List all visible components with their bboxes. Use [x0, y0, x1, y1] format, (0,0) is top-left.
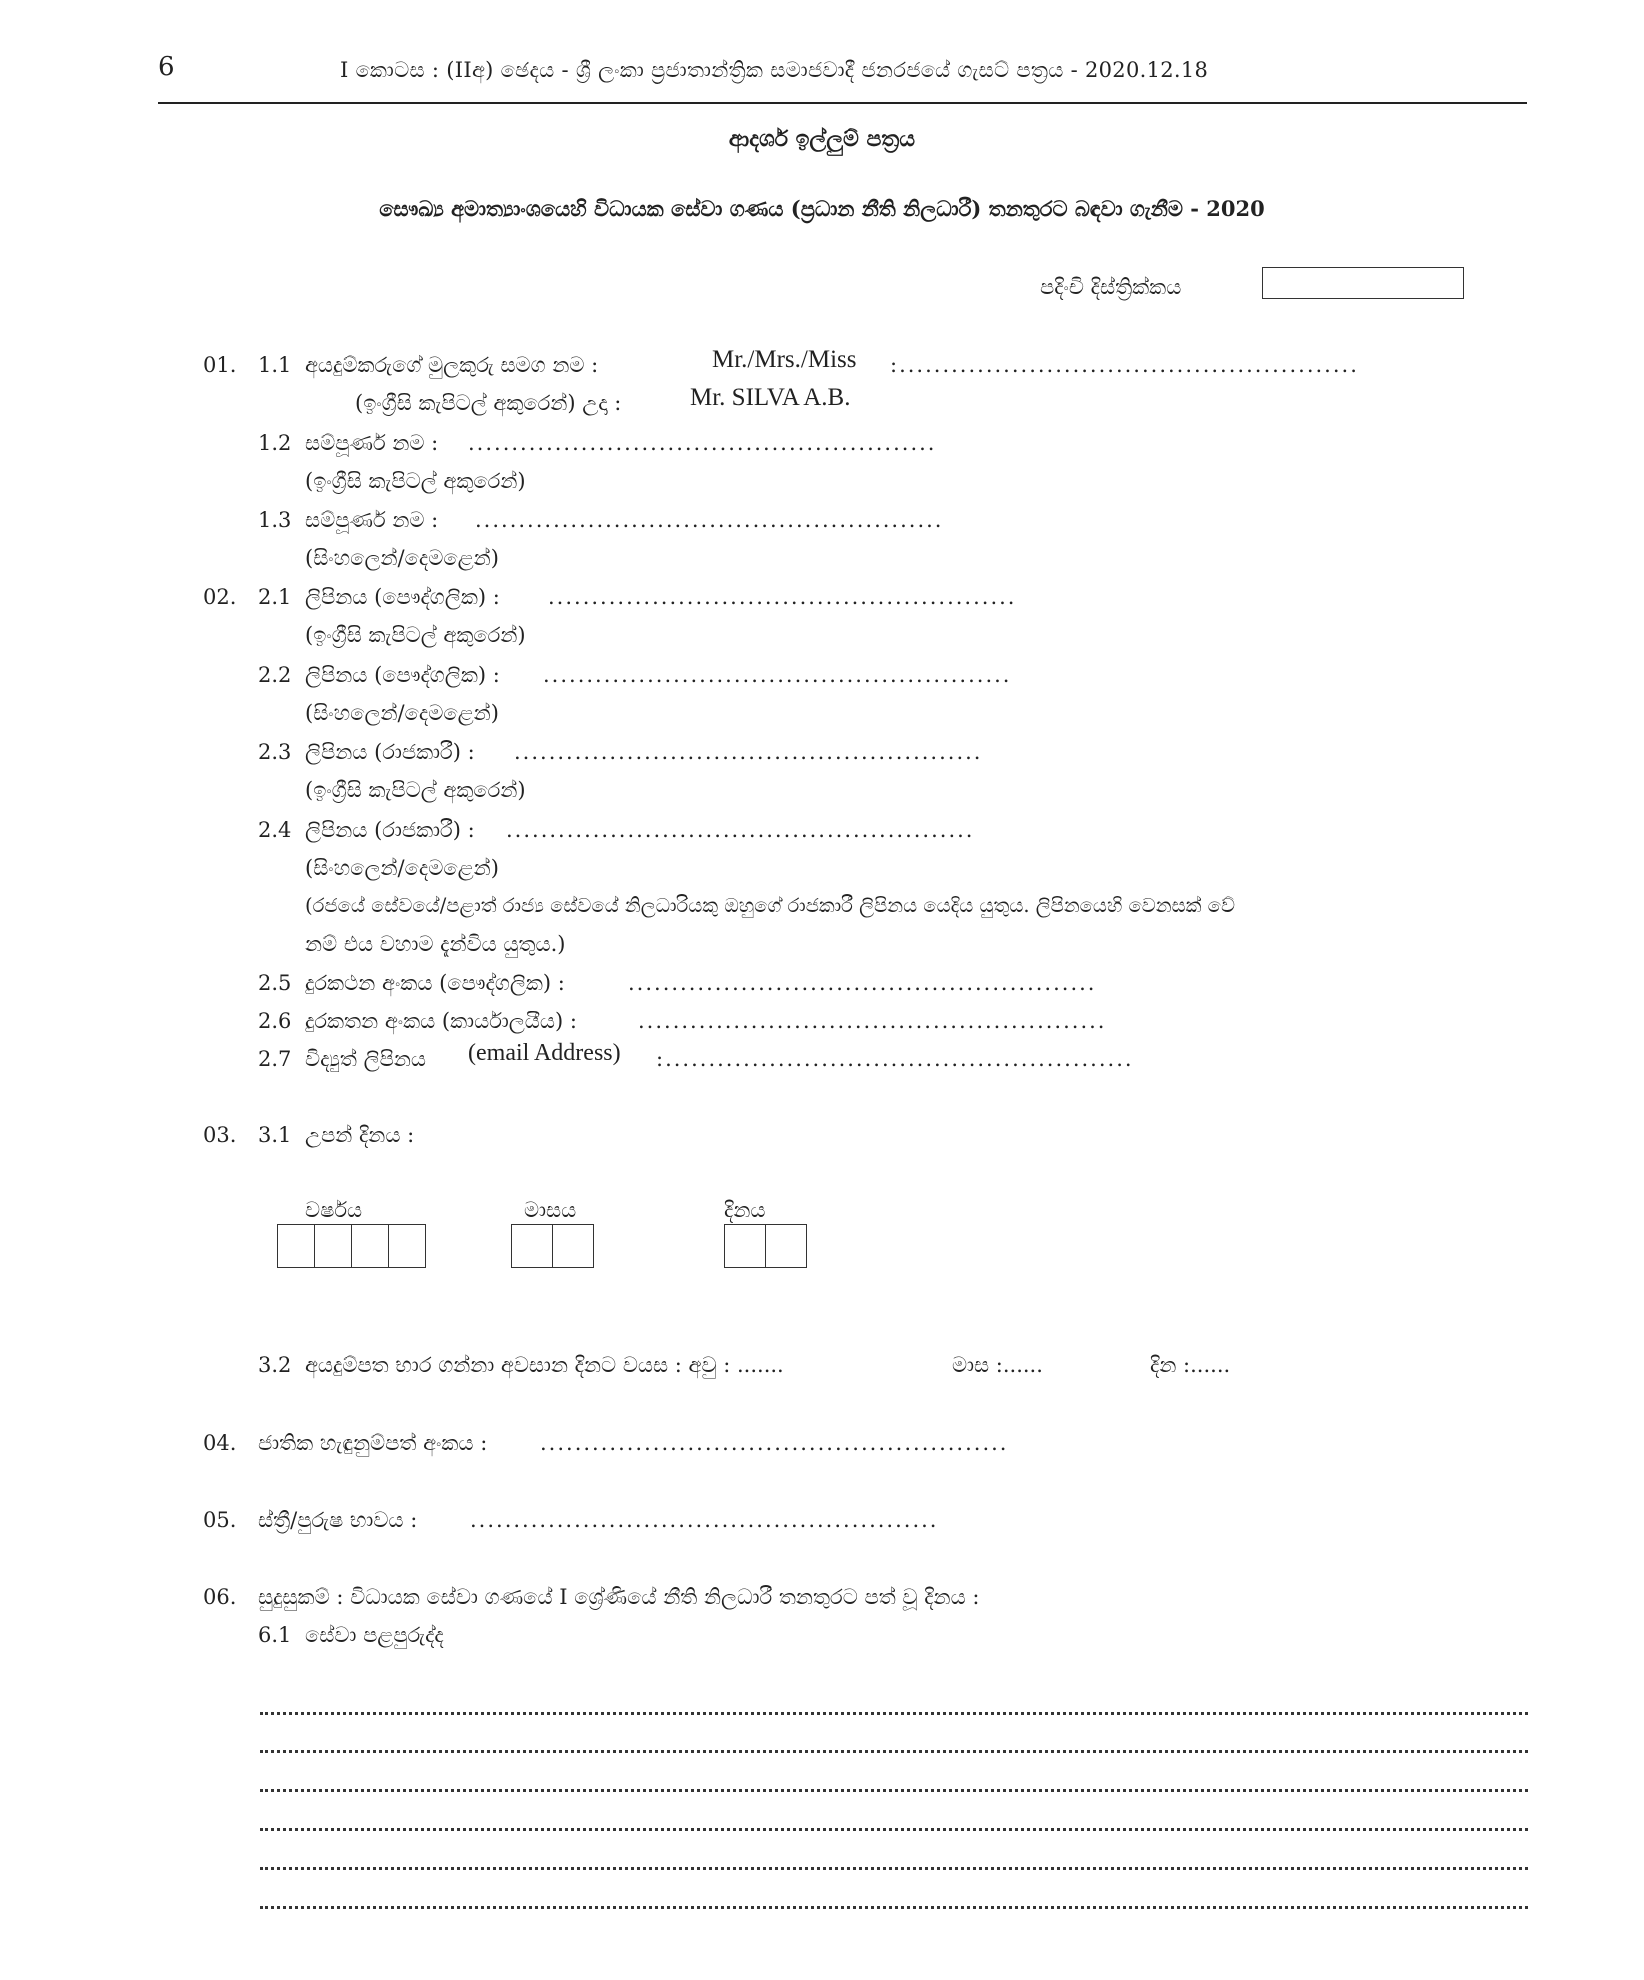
dob-month-label: මාසය	[524, 1198, 577, 1222]
item-2-2-note: (සිංහලෙන්/දෙමළෙන්)	[305, 701, 499, 725]
experience-line[interactable]	[260, 1828, 1528, 1831]
service-experience-label: සේවා පළපුරුද්ද	[305, 1623, 444, 1647]
form-title: ආදර්ශ ඉල්ලුම් පත්‍රය	[728, 126, 916, 152]
item-1-1-note: (ඉංග්‍රීසි කැපිටල් අකුරෙන්) උදා :	[355, 391, 622, 415]
dob-month-digit[interactable]	[553, 1225, 593, 1267]
section-06-number: 06.	[203, 1585, 237, 1609]
experience-line[interactable]	[260, 1789, 1528, 1792]
official-address-remark-line1: (රජයේ සේවයේ/පළාත් රාජ්‍ය සේවයේ නිලධාරියකු ඔහුගේ රාජකාරී ලිපිනය යෙදිය යුතුය. ලිපිනයෙහි වෙනසක් වේ	[305, 894, 1235, 917]
age-days-field[interactable]: දින :......	[1150, 1353, 1231, 1377]
item-2-2-number: 2.2	[258, 663, 292, 687]
experience-line[interactable]	[260, 1906, 1528, 1909]
item-1-3-note: (සිංහලෙන්/දෙමළෙන්)	[305, 546, 499, 570]
item-2-5-label: දුරකථන අංකය (පෞද්ගලික) :	[305, 971, 565, 995]
dob-month-digit[interactable]	[512, 1225, 553, 1267]
item-1-1-label: අයදුම්කරුගේ මුලකුරු සමග නම :	[305, 353, 599, 377]
dob-year-digit[interactable]	[315, 1225, 352, 1267]
qualifications-label: සුදුසුකම් : විධායක සේවා ගණයේ I ශ්‍රේණියේ නීති නිලධාරී තනතුරට පත් වූ දිනය :	[258, 1585, 980, 1609]
item-2-1-note: (ඉංග්‍රීසි කැපිටල් අකුරෙන්)	[305, 623, 526, 647]
item-1-3-label: සම්පූර්ණ නම :	[305, 508, 439, 532]
nic-field[interactable]: ......................................................	[540, 1431, 1009, 1455]
item-2-2-label: ලිපිනය (පෞද්ගලික) :	[305, 663, 500, 687]
email-field[interactable]: :......................................................	[656, 1047, 1134, 1071]
item-2-5-number: 2.5	[258, 971, 292, 995]
gender-field[interactable]: ......................................................	[470, 1508, 939, 1532]
item-3-1-label: උපන් දිනය :	[305, 1123, 415, 1147]
experience-line[interactable]	[260, 1867, 1528, 1870]
office-phone-field[interactable]: ......................................................	[638, 1009, 1107, 1033]
dob-day-boxes[interactable]	[724, 1224, 807, 1268]
nic-label: ජාතික හැඳුනුම්පත් අංකය :	[258, 1431, 488, 1455]
item-2-4-number: 2.4	[258, 818, 292, 842]
item-2-1-label: ලිපිනය (පෞද්ගලික) :	[305, 585, 500, 609]
dob-day-digit[interactable]	[725, 1225, 766, 1267]
official-address-sinhala-field[interactable]: ......................................................	[506, 818, 975, 842]
item-1-2-note: (ඉංග්‍රීසි කැපිටල් අකුරෙන්)	[305, 469, 526, 493]
dob-year-label: වර්ෂය	[305, 1198, 363, 1222]
item-2-6-number: 2.6	[258, 1009, 292, 1033]
gazette-header: I කොටස : (IIඅ) ඡෙදය - ශ්‍රී ලංකා ප්‍රජාතාන්ත්‍රික සමාජවාදී ජනරජයේ ගැසට් පත්‍රය - 2020.12.18	[340, 58, 1209, 82]
full-name-sinhala-field[interactable]: ......................................................	[475, 508, 944, 532]
initials-name-field[interactable]: :.....................................................	[890, 353, 1359, 377]
dob-year-digit[interactable]	[352, 1225, 389, 1267]
item-3-2-number: 3.2	[258, 1353, 292, 1377]
dob-month-boxes[interactable]	[511, 1224, 594, 1268]
full-name-english-field[interactable]: ......................................................	[468, 431, 937, 455]
district-label: පදිංචි දිස්ත්‍රික්කය	[1040, 275, 1182, 299]
dob-year-digit[interactable]	[389, 1225, 425, 1267]
item-1-2-number: 1.2	[258, 431, 292, 455]
item-2-7-number: 2.7	[258, 1047, 292, 1071]
item-2-1-number: 2.1	[258, 585, 292, 609]
dob-day-label: දිනය	[724, 1198, 766, 1222]
item-2-4-note: (සිංහලෙන්/දෙමළෙන්)	[305, 856, 499, 880]
item-2-6-label: දුරකතන අංකය (කාර්යාලයීය) :	[305, 1009, 577, 1033]
item-1-2-label: සම්පූර්ණ නම :	[305, 431, 439, 455]
dob-year-digit[interactable]	[278, 1225, 315, 1267]
section-05-number: 05.	[203, 1508, 237, 1532]
age-months-field[interactable]: මාස :......	[952, 1353, 1043, 1377]
age-years-field[interactable]: අයදුම්පත භාර ගන්නා අවසාන දිනට වයස : අවු : .......	[305, 1353, 784, 1377]
personal-address-sinhala-field[interactable]: ......................................................	[543, 663, 1012, 687]
item-2-3-number: 2.3	[258, 740, 292, 764]
header-rule	[158, 102, 1527, 104]
experience-line[interactable]	[260, 1712, 1528, 1715]
item-2-7-label-english: (email Address)	[468, 1040, 621, 1066]
dob-year-boxes[interactable]	[277, 1224, 426, 1268]
official-address-remark-line2: නම් එය වහාම දැන්විය යුතුය.)	[305, 932, 566, 956]
section-04-number: 04.	[203, 1431, 237, 1455]
section-01-number: 01.	[203, 353, 237, 377]
item-2-4-label: ලිපිනය (රාජකාරී) :	[305, 818, 475, 842]
personal-address-english-field[interactable]: ......................................................	[548, 585, 1017, 609]
page-number: 6	[158, 52, 175, 82]
gender-label: ස්ත්‍රී/පුරුෂ භාවය :	[258, 1508, 418, 1532]
official-address-english-field[interactable]: ......................................................	[514, 740, 983, 764]
section-02-number: 02.	[203, 585, 237, 609]
personal-phone-field[interactable]: ......................................................	[628, 971, 1097, 995]
section-03-number: 03.	[203, 1123, 237, 1147]
dob-day-digit[interactable]	[766, 1225, 806, 1267]
item-6-1-number: 6.1	[258, 1623, 292, 1647]
item-3-1-number: 3.1	[258, 1123, 292, 1147]
item-1-1-number: 1.1	[258, 353, 292, 377]
experience-line[interactable]	[260, 1750, 1528, 1753]
district-input-box[interactable]	[1262, 267, 1464, 299]
item-2-7-label: විද්‍යුත් ලිපිනය	[305, 1047, 426, 1071]
title-prefix-options: Mr./Mrs./Miss	[712, 346, 857, 373]
item-2-3-label: ලිපිනය (රාජකාරී) :	[305, 740, 475, 764]
name-example: Mr. SILVA A.B.	[690, 384, 851, 411]
form-subtitle: සෞඛ්‍ය අමාත්‍යාංශයෙහි විධායක සේවා ගණය (ප්‍රධාන නීති නිලධාරී) තනතුරට බඳවා ගැනීම - 2020	[379, 196, 1265, 221]
item-1-3-number: 1.3	[258, 508, 292, 532]
item-2-3-note: (ඉංග්‍රීසි කැපිටල් අකුරෙන්)	[305, 778, 526, 802]
